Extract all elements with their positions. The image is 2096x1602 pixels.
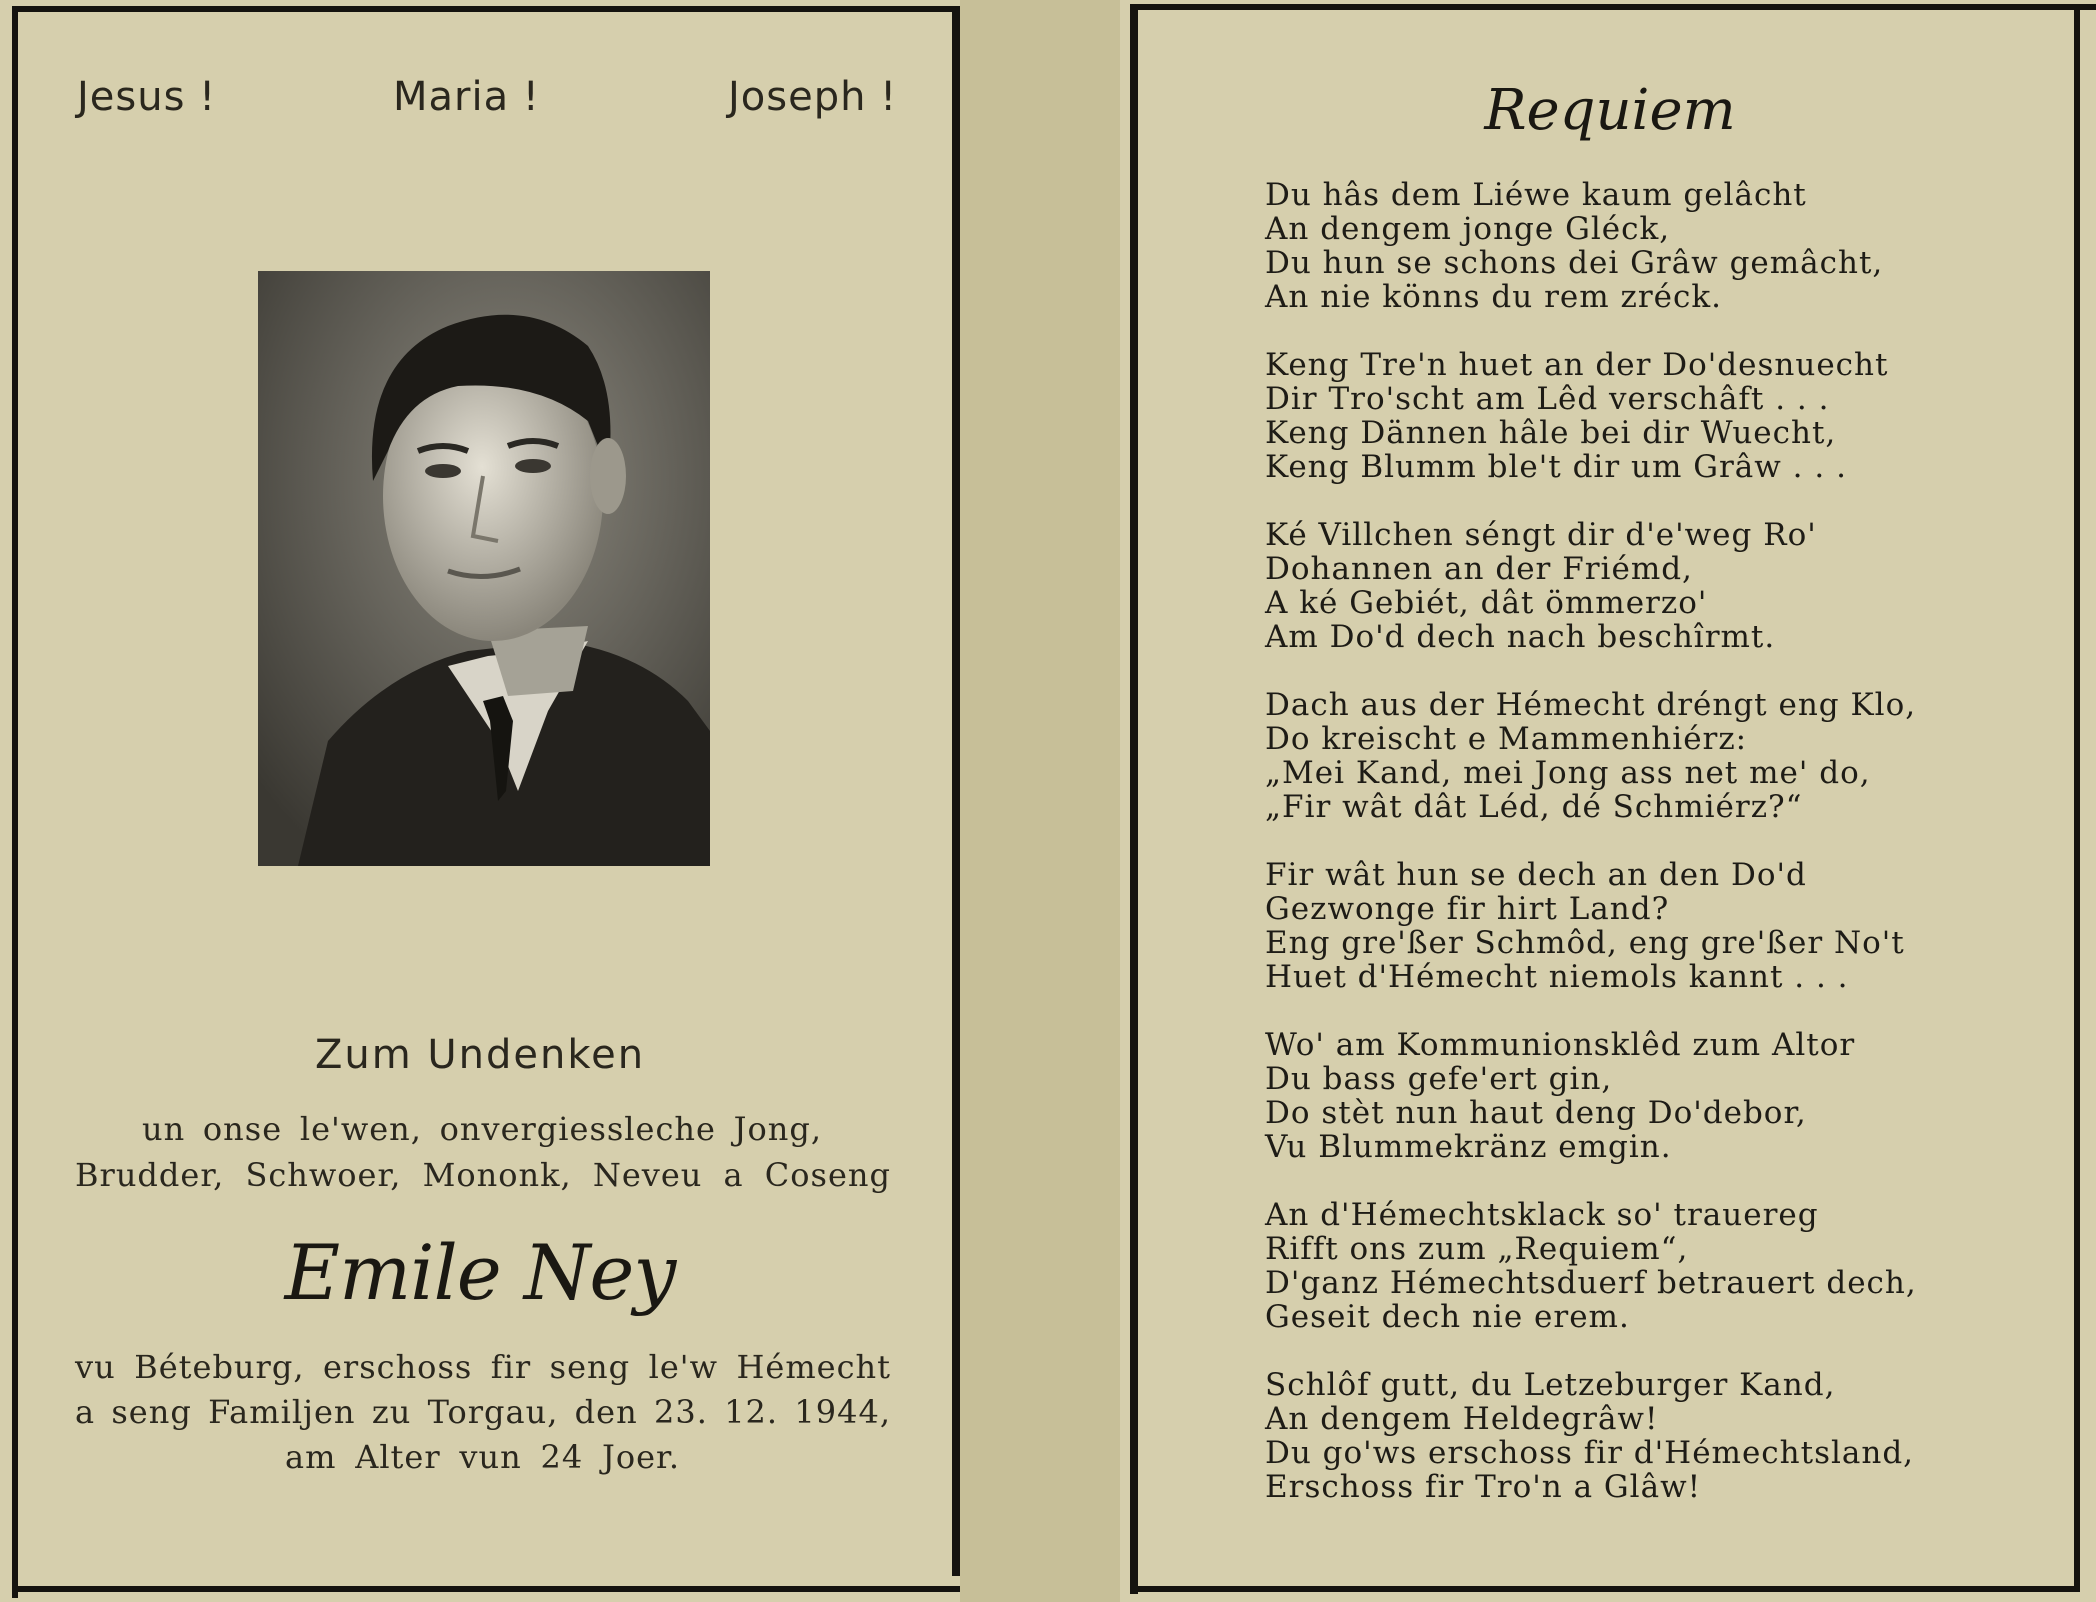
verse-line: Rifft ons zum „Requiem“,	[1265, 1231, 1689, 1267]
verse-line: Vu Blummekränz emgin.	[1265, 1129, 1672, 1165]
border-left	[1130, 4, 1138, 1594]
verse-line: Erschoss fir Tro'n a Glâw!	[1265, 1469, 1702, 1505]
memory-heading: Zum Undenken	[314, 1032, 646, 1078]
verse-line: Huet d'Hémecht niemols kannt . . .	[1265, 959, 1849, 995]
verse-line: Keng Tre'n huet an der Do'desnuecht	[1265, 347, 1889, 383]
border-right	[952, 12, 960, 1576]
border-right	[2074, 10, 2080, 1590]
detail-line-2: a seng Familjen zu Torgau, den 23. 12. 1944,	[75, 1393, 891, 1431]
stanza	[1265, 518, 1985, 654]
verse-line: An dengem Heldegrâw!	[1265, 1401, 1659, 1437]
dedication-line-1: un onse le'wen, onvergiessleche Jong,	[142, 1110, 822, 1148]
verse-line: Am Do'd dech nach beschîrmt.	[1265, 619, 1776, 655]
verse-line: An nie könns du rem zréck.	[1265, 279, 1723, 315]
verse-line: A ké Gebiét, dât ömmerzo'	[1265, 585, 1708, 621]
verse-line: An d'Hémechtsklack so' trauereg	[1265, 1197, 1819, 1233]
verse-line: Dach aus der Hémecht dréngt eng Klo,	[1265, 687, 1917, 723]
verse-line: Fir wât hun se dech an den Do'd	[1265, 857, 1807, 893]
verse-line: Keng Dännen hâle bei dir Wuecht,	[1265, 415, 1837, 451]
invocation-jesus: Jesus !	[77, 74, 217, 120]
invocation-maria: Maria !	[393, 74, 540, 120]
verse-line: An dengem jonge Gléck,	[1265, 211, 1671, 247]
poem-title: Requiem	[1484, 78, 1736, 143]
border-top	[12, 6, 960, 12]
stanza	[1265, 1198, 1985, 1334]
verse-line: Eng gre'ßer Schmôd, eng gre'ßer No't	[1265, 925, 1905, 961]
verse-line: Dohannen an der Friémd,	[1265, 551, 1693, 587]
verse-line: Du hun se schons dei Grâw gemâcht,	[1265, 245, 1884, 281]
verse-line: Gezwonge fir hirt Land?	[1265, 891, 1670, 927]
verse-line: Do kreischt e Mammenhiérz:	[1265, 721, 1748, 757]
detail-line-3: am Alter vun 24 Joer.	[285, 1438, 680, 1476]
verse-line: Keng Blumm ble't dir um Grâw . . .	[1265, 449, 1847, 485]
deceased-name: Emile Ney	[284, 1228, 676, 1317]
verse-line: Geseit dech nie erem.	[1265, 1299, 1630, 1335]
verse-line: „Fir wât dât Léd, dé Schmiérz?“	[1265, 789, 1803, 825]
portrait-photo	[258, 271, 710, 866]
verse-line: „Mei Kand, mei Jong ass net me' do,	[1265, 755, 1871, 791]
verse-line: Dir Tro'scht am Lêd verschâft . . .	[1265, 381, 1830, 417]
verse-line: Do stèt nun haut deng Do'debor,	[1265, 1095, 1807, 1131]
verse-line: Ké Villchen séngt dir d'e'weg Ro'	[1265, 517, 1817, 553]
verse-line: D'ganz Hémechtsduerf betrauert dech,	[1265, 1265, 1917, 1301]
detail-line-1: vu Béteburg, erschoss fir seng le'w Hémecht	[75, 1348, 891, 1386]
dedication-line-2: Brudder, Schwoer, Mononk, Neveu a Coseng	[75, 1156, 891, 1194]
poem	[1265, 178, 1985, 1538]
stanza	[1265, 348, 1985, 484]
border-bottom	[12, 1586, 960, 1592]
stanza	[1265, 858, 1985, 994]
verse-line: Du bass gefe'ert gin,	[1265, 1061, 1613, 1097]
border-bottom	[1130, 1586, 2080, 1592]
verse-line: Wo' am Kommunionsklêd zum Altor	[1265, 1027, 1856, 1063]
stanza	[1265, 1368, 1985, 1504]
stanza	[1265, 1028, 1985, 1164]
verse-line: Schlôf gutt, du Letzeburger Kand,	[1265, 1367, 1836, 1403]
verse-line: Du go'ws erschoss fir d'Hémechtsland,	[1265, 1435, 1915, 1471]
stanza	[1265, 688, 1985, 824]
invocation-joseph: Joseph !	[728, 74, 898, 120]
verse-line: Du hâs dem Liéwe kaum gelâcht	[1265, 177, 1807, 213]
border-top	[1132, 4, 2096, 10]
stanza	[1265, 178, 1985, 314]
border-left	[12, 6, 18, 1598]
